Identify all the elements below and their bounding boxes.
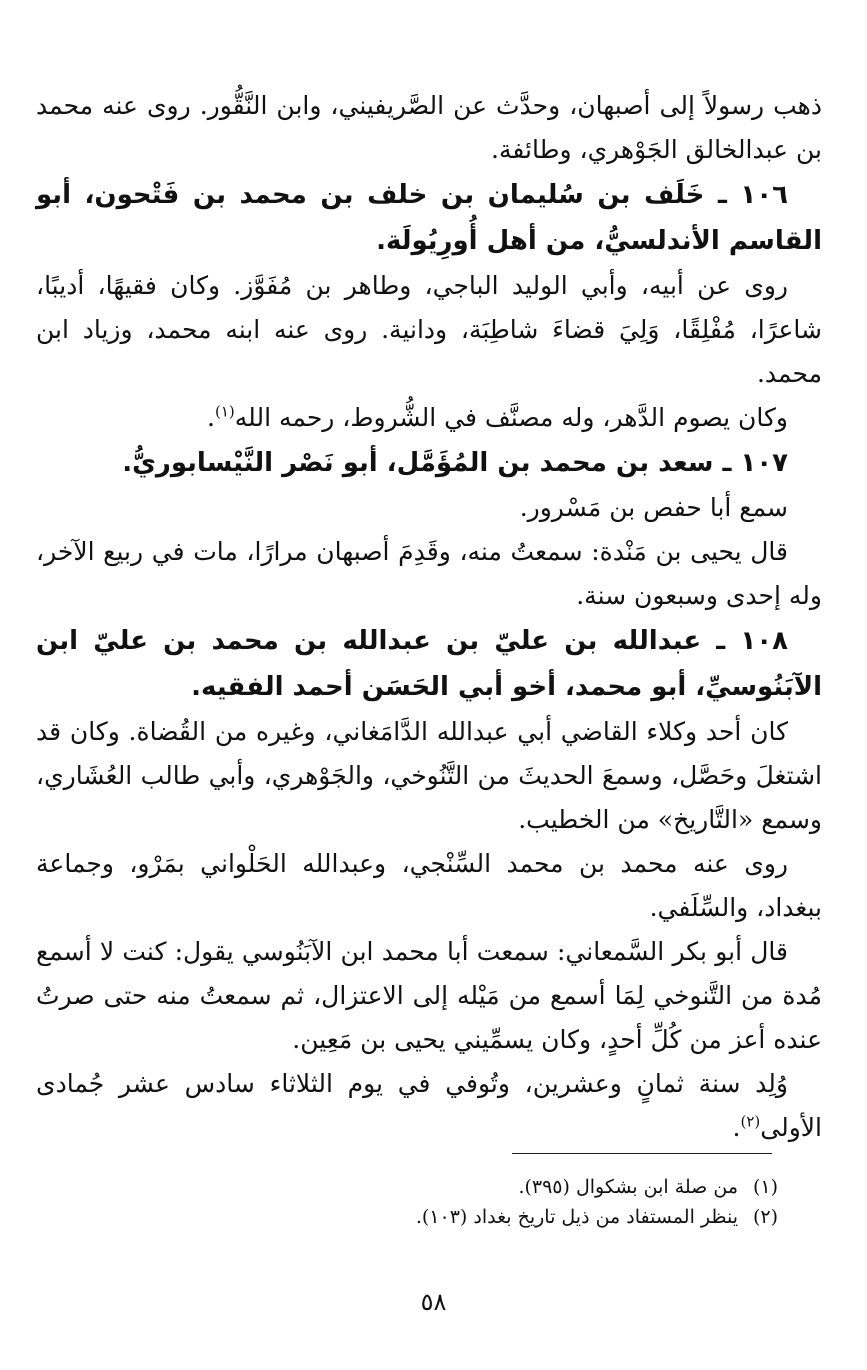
paragraph-108-quote: قال أبو بكر السَّمعاني: سمعت أبا محمد ابن الآبَنُوسي يقول: كنت لا أسمع مُدة من التَّنوخي لِمَا أسمع من مَيْله إلى الاعتزال، ثم سمعتُ منه حتى صرتُ عنده أعز من كُلِّ أحدٍ، وكان يسمِّيني يحيى بن مَعِين. <box>36 937 822 1054</box>
entry-heading-106: ١٠٦ ـ خَلَف بن سُليمان بن خلف بن محمد بن فَتْحون، أبو القاسم الأندلسيُّ، من أهل أُورِيُولَة. <box>36 180 822 256</box>
paragraph-intro: ذهب رسولاً إلى أصبهان، وحدَّث عن الصَّريفيني، وابن النَّقُّور. روى عنه محمد بن عبدالخالق الجَوْهري، وطائفة. <box>36 91 822 164</box>
paragraph-107-death: قال يحيى بن مَنْدة: سمعتُ منه، وقَدِمَ أصبهان مرارًا، مات في ربيع الآخر، وله إحدى وسبعون سنة. <box>36 537 822 610</box>
entry-heading-108: ١٠٨ ـ عبدالله بن عليّ بن عبدالله بن محمد بن عليّ ابن الآبَنُوسيِّ، أبو محمد، أخو أبي الحَسَن أحمد الفقيه. <box>36 626 822 702</box>
paragraph-108-death-text: وُلِد سنة ثمانٍ وعشرين، وتُوفي في يوم الثلاثاء سادس عشر جُمادى الأولى <box>36 1069 822 1142</box>
footnote-1-number: (١) <box>752 1176 778 1198</box>
footnote-divider <box>512 1153 772 1154</box>
footnote-2 <box>36 1202 782 1232</box>
footnote-2-text: ينظر المستفاد من ذيل تاريخ بغداد (١٠٣). <box>415 1206 738 1228</box>
footnote-ref-2[interactable]: (٢) <box>740 1112 761 1131</box>
paragraph-108-death <box>36 1062 822 1150</box>
paragraph-106-works-text: وكان يصوم الدَّهر، وله مصنَّف في الشُّروط، رحمه الله <box>234 403 788 432</box>
entry-heading-107: ١٠٧ ـ سعد بن محمد بن المُؤَمَّل، أبو نَصْر النَّيْسابوريُّ. <box>122 448 788 478</box>
page-body <box>36 84 822 1150</box>
paragraph-108-career: كان أحد وكلاء القاضي أبي عبدالله الدَّامَغاني، وغيره من القُضاة. وكان قد اشتغلَ وحَصَّل، وسمعَ الحديثَ من التَّنُوخي، والجَوْهري، وأبي طالب العُشَاري، وسمع «التَّاريخ» من الخطيب. <box>36 717 822 834</box>
paragraph-108-death-end: . <box>732 1113 741 1142</box>
footnote-ref-1[interactable]: (١) <box>215 402 235 421</box>
paragraph-106-works-end: . <box>207 403 215 432</box>
paragraph-106-narrators: روى عن أبيه، وأبي الوليد الباجي، وطاهر بن مُفَوَّز. وكان فقيهًا، أديبًا، شاعرًا، مُفْلِقًا، وَلِيَ قضاءَ شاطِبَة، ودانية. روى عنه ابنه محمد، وزياد ابن محمد. <box>36 271 822 388</box>
paragraph-108-students: روى عنه محمد بن محمد السِّنْجي، وعبدالله الحَلْواني بمَرْو، وجماعة ببغداد، والسِّلَفي. <box>36 849 822 922</box>
footnote-1 <box>36 1172 782 1202</box>
paragraph-107-heard: سمع أبا حفص بن مَسْرور. <box>519 493 788 522</box>
footnotes <box>36 1172 782 1232</box>
page-number: ٥٨ <box>420 1288 447 1316</box>
footnote-2-number: (٢) <box>752 1206 778 1228</box>
footnote-1-text: من صلة ابن بشكوال (٣٩٥). <box>518 1176 738 1198</box>
paragraph-106-works <box>36 396 822 440</box>
